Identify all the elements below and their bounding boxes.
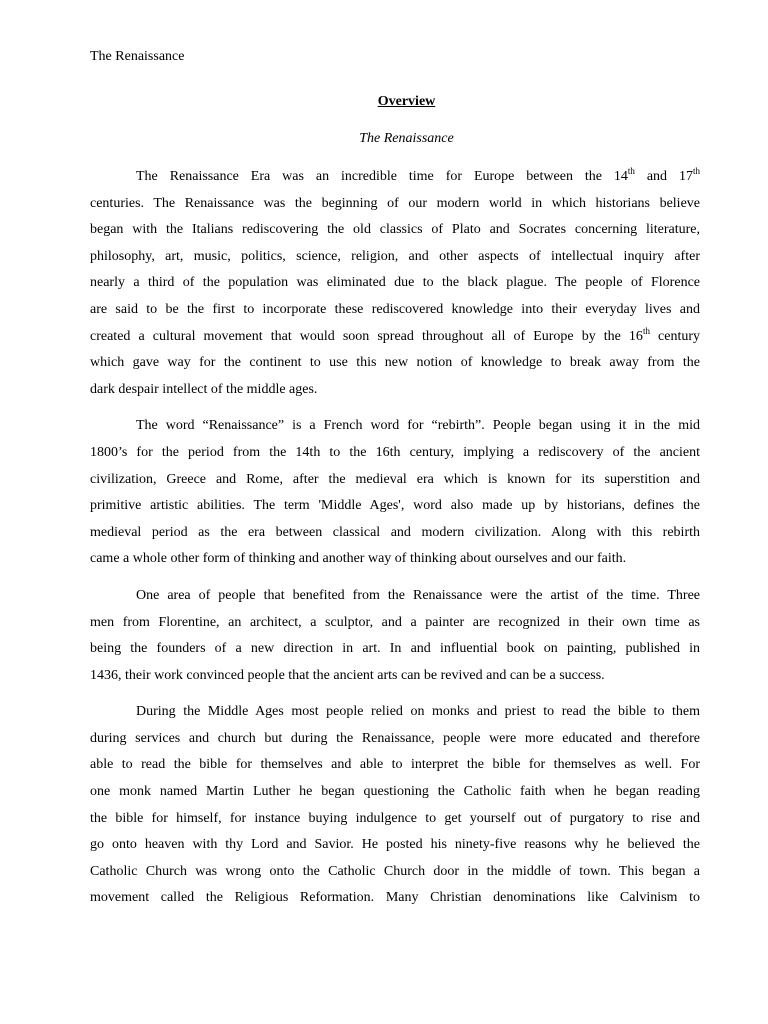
text-line: came a whole other form of thinking and another way of thinking about ourselves and our faith. [90,551,627,567]
superscript: th [642,325,650,336]
text-line: The word “Renaissance” is a French word for “rebirth”. People began using it in the mid [136,418,700,434]
text-line: the bible for himself, for instance buying indulgence to get yourself out of purgatory to rise and [90,810,700,826]
text-line: civilization, Greece and Rome, after the medieval era which is known for its superstition and [90,471,700,487]
running-header: The Renaissance [90,49,185,64]
text-line: nearly a third of the population was eliminated due to the black plague. The people of Florence [90,275,700,291]
text-line: which gave way for the continent to use this new notion of knowledge to break away from the [90,355,700,371]
text-line: primitive artistic abilities. The term 'Middle Ages', word also made up by historians, defines the [90,498,700,514]
text-line: movement called the Religious Reformation. Many Christian denominations like Calvinism to [90,890,700,906]
text-line: The Renaissance Era was an incredible time for Europe between the 14th and 17th [136,166,701,184]
text-line: are said to be the first to incorporate these rediscovered knowledge into their everyday lives and [90,301,700,317]
text-line: dark despair intellect of the middle ages. [90,381,318,397]
text-line: began with the Italians rediscovering the old classics of Plato and Socrates concerning literature, [90,222,700,238]
text-line: One area of people that benefited from the Renaissance were the artist of the time. Three [136,587,700,603]
paragraph-3 [90,583,700,689]
document-subtitle: The Renaissance [359,131,454,146]
text-line: go onto heaven with thy Lord and Savior. He posted his ninety-five reasons why he believed the [90,837,700,853]
text-line: men from Florentine, an architect, a sculptor, and a painter are recognized in their own time as [90,614,700,630]
paragraph-1 [90,164,700,403]
text-line: Catholic Church was wrong onto the Catholic Church door in the middle of town. This began a [90,863,700,879]
text-line: during services and church but during the Renaissance, people were more educated and therefore [90,730,700,746]
text-line: able to read the bible for themselves and able to interpret the bible for themselves as well. For [90,757,700,773]
text-line: During the Middle Ages most people relied on monks and priest to read the bible to them [136,704,700,720]
text-line: being the founders of a new direction in art. In and influential book on painting, published in [90,641,700,657]
text-line: created a cultural movement that would soon spread throughout all of Europe by the 16th century [90,325,700,344]
body-text [90,164,700,922]
section-heading-overview: Overview [377,94,436,109]
text-line: medieval period as the era between classical and modern civilization. Along with this rebirth [90,524,700,540]
text-line: 1436, their work convinced people that the ancient arts can be revived and can be a success. [90,667,605,683]
text-line: philosophy, art, music, politics, science, religion, and other aspects of intellectual inquiry after [90,248,700,264]
text-line: 1800’s for the period from the 14th to the 16th century, implying a rediscovery of the ancient [90,444,700,460]
paragraph-2 [90,413,700,573]
text-line: centuries. The Renaissance was the beginning of our modern world in which historians believe [90,195,700,211]
text-line: one monk named Martin Luther he began questioning the Catholic faith when he began reading [90,784,700,800]
superscript: th [693,166,701,176]
superscript: th [627,166,635,176]
paragraph-4 [90,699,700,912]
